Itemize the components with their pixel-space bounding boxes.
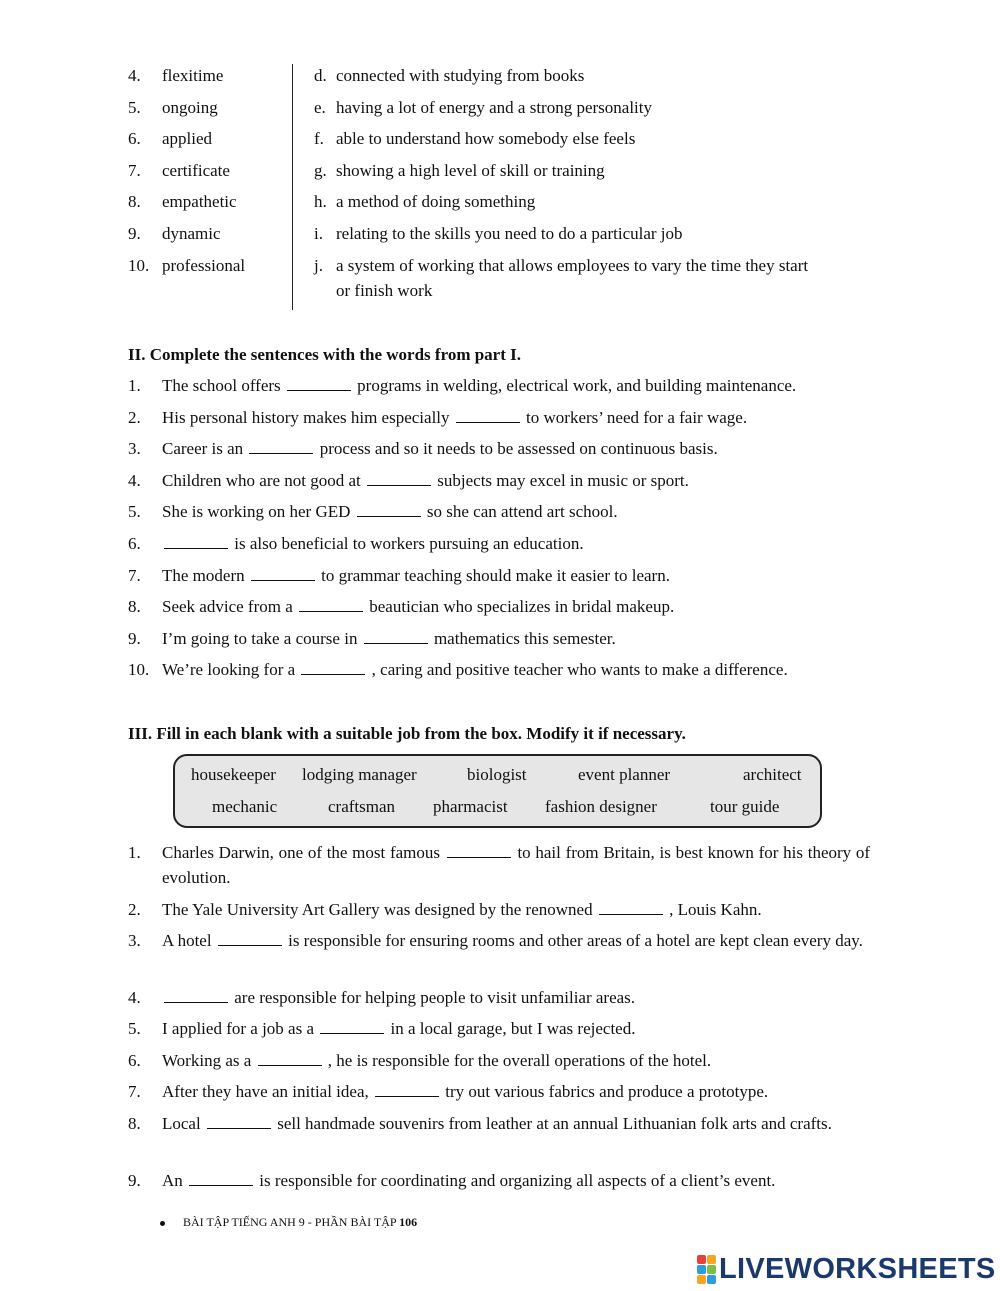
def-letter: e. [314, 98, 326, 117]
item-num: 1. [128, 843, 141, 862]
sentence: I applied for a job as a in a local garage, but I was rejected. [162, 1019, 636, 1038]
def-letter: j. [314, 256, 323, 275]
match-num: 6. [128, 129, 141, 148]
job-word-box [173, 754, 822, 828]
sentence: After they have an initial idea, try out various fabrics and produce a prototype. [162, 1082, 769, 1101]
item-num: 5. [128, 502, 141, 521]
liveworksheets-logo[interactable] [697, 1252, 996, 1286]
match-num: 5. [128, 98, 141, 117]
sentence: She is working on her GED so she can attend art school. [162, 502, 618, 521]
sentence: The Yale University Art Gallery was designed by the renowned , Louis Kahn. [162, 900, 762, 919]
def-letter: g. [314, 161, 327, 180]
match-word: flexitime [162, 66, 224, 85]
footer-text: BÀI TẬP TIẾNG ANH 9 - PHẦN BÀI TẬP [183, 1215, 397, 1229]
item-num: 9. [128, 1171, 141, 1190]
box-word: fashion designer [545, 797, 657, 816]
item-num: 2. [128, 408, 141, 427]
match-num: 4. [128, 66, 141, 85]
sentence: I’m going to take a course in mathematics this semester. [162, 629, 616, 648]
box-word: lodging manager [302, 765, 417, 784]
sentence: Charles Darwin, one of the most famous to hail from Britain, is best known for his theory of evolution. [162, 843, 871, 887]
answer-blank[interactable] [320, 1018, 384, 1034]
item-num: 2. [128, 900, 141, 919]
answer-blank[interactable] [207, 1113, 271, 1129]
item-num: 8. [128, 1114, 141, 1133]
box-word: mechanic [212, 797, 278, 816]
sentence: Seek advice from a beautician who specializes in bridal makeup. [162, 597, 675, 616]
item-num: 4. [128, 471, 141, 490]
answer-blank[interactable] [447, 842, 511, 858]
box-word: housekeeper [191, 765, 276, 784]
item-num: 5. [128, 1019, 141, 1038]
sentence: Local sell handmade souvenirs from leather at an annual Lithuanian folk arts and crafts. [162, 1114, 832, 1133]
def-letter: i. [314, 224, 323, 243]
answer-blank[interactable] [357, 501, 421, 517]
answer-blank[interactable] [287, 375, 351, 391]
sentence: His personal history makes him especially to workers’ need for a fair wage. [162, 408, 748, 427]
page-number: 106 [399, 1215, 418, 1229]
answer-blank[interactable] [375, 1081, 439, 1097]
answer-blank[interactable] [251, 565, 315, 581]
answer-blank[interactable] [164, 987, 228, 1003]
item-num: 4. [128, 988, 141, 1007]
box-word: tour guide [710, 797, 780, 816]
definition: showing a high level of skill or training [336, 161, 605, 180]
item-num: 9. [128, 629, 141, 648]
match-word: ongoing [162, 98, 218, 117]
brand-name: LIVEWORKSHEETS [719, 1252, 996, 1285]
sentence: is also beneficial to workers pursuing an education. [162, 533, 584, 555]
def-letter: f. [314, 129, 324, 148]
match-num: 10. [128, 256, 150, 275]
item-num: 6. [128, 534, 141, 553]
answer-blank[interactable] [599, 899, 663, 915]
sentence: The modern to grammar teaching should make it easier to learn. [162, 566, 670, 585]
definition: a method of doing something [336, 192, 536, 211]
box-word: pharmacist [433, 797, 508, 816]
sentence: A hotel is responsible for ensuring rooms and other areas of a hotel are kept clean every day. [162, 931, 863, 950]
match-word: professional [162, 256, 246, 275]
answer-blank[interactable] [456, 407, 520, 423]
item-num: 6. [128, 1051, 141, 1070]
answer-blank[interactable] [258, 1050, 322, 1066]
liveworksheets-blocks-icon [697, 1255, 716, 1284]
item-num: 3. [128, 439, 141, 458]
answer-blank[interactable] [301, 659, 365, 675]
page-footer [160, 1215, 417, 1230]
item-num: 3. [128, 931, 141, 950]
box-word: craftsman [328, 797, 396, 816]
sentence: are responsible for helping people to visit unfamiliar areas. [162, 987, 635, 1009]
sentence: We’re looking for a , caring and positive teacher who wants to make a difference. [162, 660, 788, 679]
box-word: biologist [467, 765, 527, 784]
matching-divider [292, 64, 293, 310]
answer-blank[interactable] [218, 930, 282, 946]
answer-blank[interactable] [164, 533, 228, 549]
box-word: event planner [578, 765, 671, 784]
answer-blank[interactable] [364, 628, 428, 644]
def-letter: h. [314, 192, 327, 211]
item-num: 7. [128, 1082, 141, 1101]
box-word: architect [743, 765, 802, 784]
match-word: certificate [162, 161, 230, 180]
definition: able to understand how somebody else feels [336, 129, 636, 148]
sentence: Children who are not good at subjects may excel in music or sport. [162, 471, 689, 490]
match-num: 7. [128, 161, 141, 180]
item-num: 1. [128, 376, 141, 395]
item-num: 10. [128, 660, 150, 679]
sentence: Working as a , he is responsible for the overall operations of the hotel. [162, 1051, 712, 1070]
answer-blank[interactable] [189, 1170, 253, 1186]
sentence: Career is an process and so it needs to be assessed on continuous basis. [162, 439, 718, 458]
sentence: The school offers programs in welding, electrical work, and building maintenance. [162, 376, 797, 395]
def-letter: d. [314, 66, 327, 85]
item-num: 7. [128, 566, 141, 585]
sentence: An is responsible for coordinating and organizing all aspects of a client’s event. [162, 1171, 776, 1190]
item-num: 8. [128, 597, 141, 616]
answer-blank[interactable] [367, 470, 431, 486]
section-3-heading: III. Fill in each blank with a suitable job from the box. Modify it if necessary. [128, 724, 686, 743]
definition: relating to the skills you need to do a particular job [336, 224, 683, 243]
bullet-icon [160, 1221, 165, 1226]
definition: a system of working that allows employees to vary the time they start or finish work [336, 256, 809, 300]
section-2-heading: II. Complete the sentences with the words from part I. [128, 345, 522, 364]
match-word: applied [162, 129, 213, 148]
answer-blank[interactable] [249, 438, 313, 454]
match-word: empathetic [162, 192, 237, 211]
definition: having a lot of energy and a strong personality [336, 98, 652, 117]
match-num: 9. [128, 224, 141, 243]
definition: connected with studying from books [336, 66, 585, 85]
match-num: 8. [128, 192, 141, 211]
answer-blank[interactable] [299, 596, 363, 612]
match-word: dynamic [162, 224, 221, 243]
